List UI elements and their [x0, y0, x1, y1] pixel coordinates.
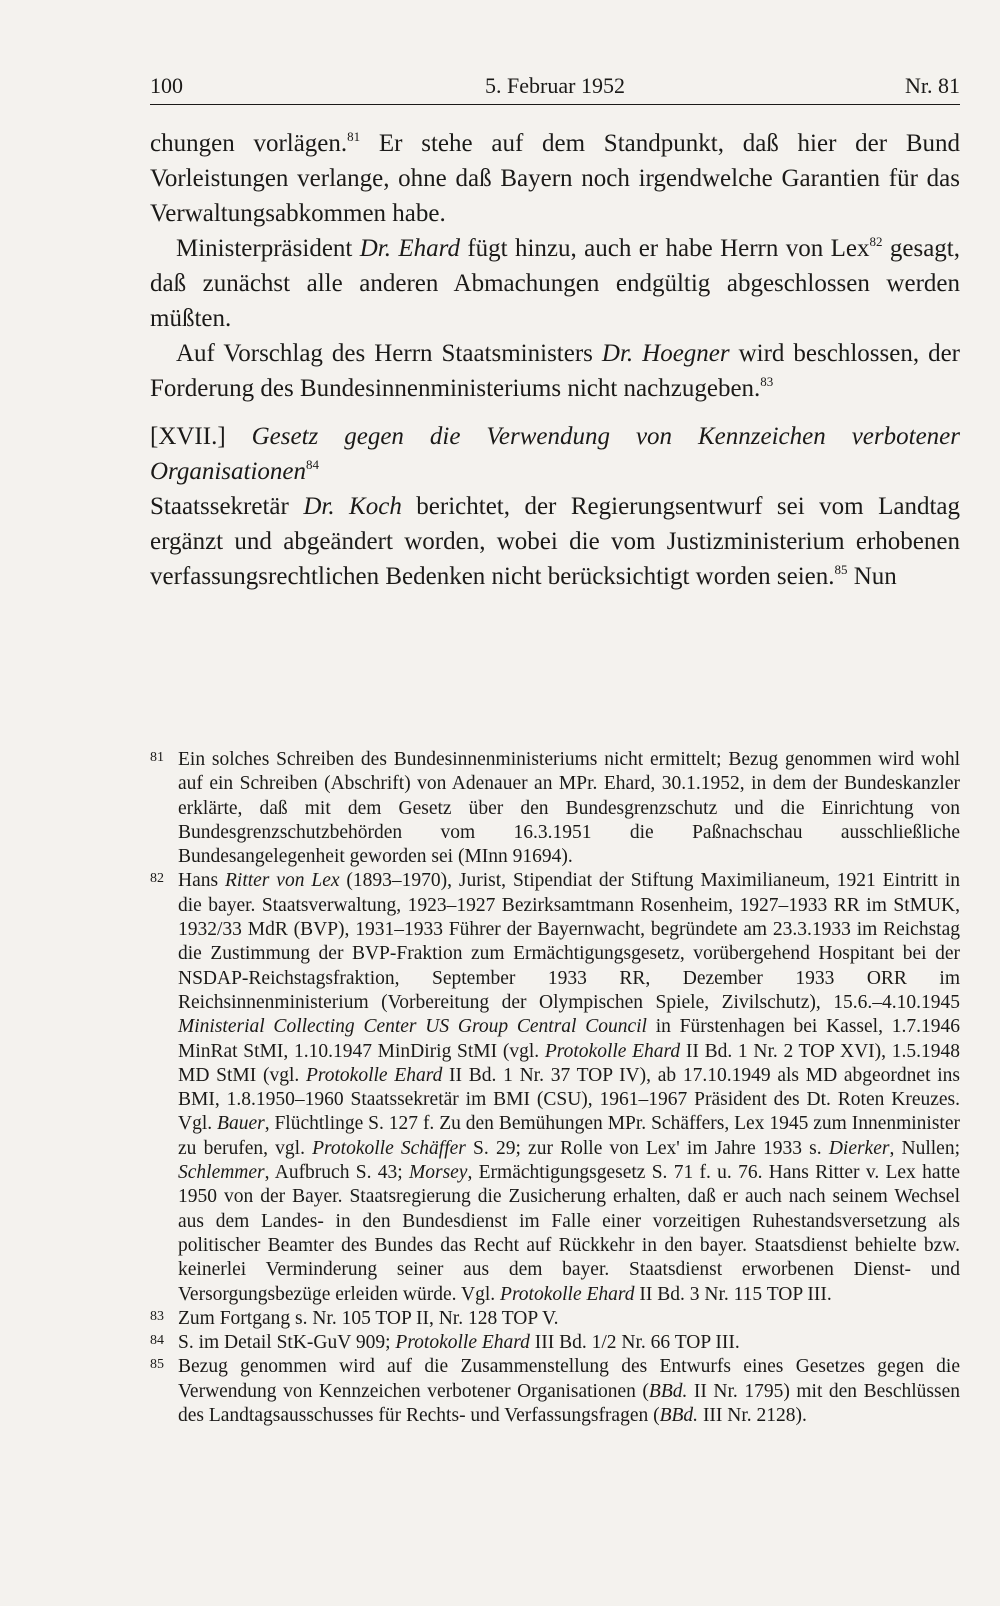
agenda-title: Gesetz gegen die Verwendung von Kennzeichen verbotener Organisationen [150, 423, 960, 485]
text-run: in Fürstenhagen bei Kassel, 1.7.1946 MinRat StMI, 1.10.1947 MinDirig StMI (vgl. [178, 1016, 960, 1062]
text-run: , Aufbruch S. 43; [264, 1162, 409, 1184]
paragraph [150, 126, 960, 231]
paragraph [150, 231, 960, 336]
footnote-text: Zum Fortgang s. Nr. 105 TOP II, Nr. 128 TOP V. [178, 1307, 559, 1329]
document-number: Nr. 81 [905, 73, 960, 98]
text-run: S. 29; zur Rolle von Lex' im Jahre 1933 s. [465, 1137, 829, 1159]
text-run: II Nr. 1795) mit den Beschlüssen des Landtagsausschusses für Rechts- und Verfassungsfragen ( [178, 1380, 960, 1427]
text-run: berichtet, der Regierungsentwurf sei vom Landtag ergänzt und abgeändert worden, wobei die vom Justizministerium erhobenen verfassungsrechtlichen Bedenken nicht berücksichtigt worden seien. [150, 493, 960, 590]
text-run: Bezug genommen wird auf die Zusammenstellung des Entwurfs eines Gesetzes gegen die Verwendung von Kennzeichen verbotener Organisationen ( [178, 1356, 960, 1402]
italic-run: Morsey [408, 1162, 468, 1184]
footnote-number: 85 [150, 1357, 164, 1373]
main-text [150, 126, 960, 594]
text-run: , Flüchtlinge S. 127 f. Zu den Bemühungen MPr. Schäffers, Lex 1945 zum Innenminister zu berufen, vgl. [178, 1113, 961, 1159]
footnote-ref-84: 84 [306, 457, 320, 472]
person-title: Dr. [601, 340, 634, 367]
footnote-number: 83 [150, 1308, 164, 1324]
text-run: S. im Detail StK-GuV 909; [178, 1332, 396, 1354]
text-run: II Bd. 1 Nr. 37 TOP IV), ab 17.10.1949 als MD abgeordnet ins BMI, 1.8.1950–1960 Staatssekretär im BMI (CSU), 1961–1967 Präsident des Dt. Roten Kreuzes. Vgl. [178, 1064, 960, 1135]
italic-run: BBd. [648, 1380, 688, 1402]
text-run: (1893–1970), Jurist, Stipendiat der Stiftung Maximilianeum, 1921 Eintritt in die bayer. Staatsverwaltung, 1923–1927 Bezirksamtmann Rosenheim, 1927–1933 RR im StMUK, 1932/33 MdR (BVP), 1931–1933 Führer der Bayernwacht, begründete am 23.3.1933 im Reichstag die Zustimmung der BVP-Fraktion zum Ermächtigungsgesetz, vorübergehend Hospitant bei der NSDAP-Reichstagsfraktion, September 1933 RR, Dezember 1933 ORR im Reichsinnenministerium (Vorbereitung der Olympischen Spiele, Zivilschutz), 15.6.–4.10.1945 [178, 870, 960, 1013]
footnote-84 [150, 1331, 960, 1355]
footnote-ref-81: 81 [347, 129, 361, 144]
footnote-82 [150, 869, 960, 1306]
text-run: , Ermächtigungsgesetz S. 71 f. u. 76. Hans Ritter v. Lex hatte 1950 von der Bayer. Staatsregierung die Zusicherung erhalten, daß er auch nach seinem Wechsel aus dem Landes- in den Bundesdienst im Falle einer vorzeitigen Ruhestandsversetzung als politischer Beamter des Bundes das Recht auf Rückkehr in den bayer. Staatsdienst behielte bzw. keinerlei Verminderung seiner aus dem bayer. Staatsdienst erworbenen Dienst- und Versorgungsbezüge erleiden würde. Vgl. [178, 1162, 960, 1305]
italic-run: Protokolle Schäffer [312, 1137, 466, 1159]
text-run: Ministerpräsident [176, 235, 360, 262]
footnote-number: 81 [150, 750, 164, 765]
text-run: II Bd. 3 Nr. 115 TOP III. [634, 1283, 832, 1305]
text-run: wird beschlossen, der Forderung des Bundesinnenministeriums nicht nachzugeben. [150, 340, 960, 402]
footnote-ref-82: 82 [869, 234, 883, 249]
italic-run: Dierker [828, 1137, 890, 1159]
footnote-number: 82 [150, 871, 164, 887]
italic-run: Schlemmer [178, 1162, 265, 1184]
text-run: Er stehe auf dem Standpunkt, daß hier der Bund Vorleistungen verlange, ohne daß Bayern noch irgendwelche Garantien für das Verwaltungsabkommen habe. [150, 130, 960, 227]
italic-run: Ritter von Lex [224, 870, 340, 892]
header-date: 5. Februar 1952 [485, 73, 625, 98]
text-run: , Nullen; [889, 1137, 961, 1159]
footnote-text: Ein solches Schreiben des Bundesinnenministeriums nicht ermittelt; Bezug genommen wird wohl auf ein Schreiben (Abschrift) von Adenauer an MPr. Ehard, 30.1.1952, in dem der Bundeskanzler erklärte, daß mit dem Gesetz über den Bundesgrenzschutz und die Einrichtung von Bundesgrenzschutzbehörden vom 16.3.1951 die Paßnachschau ausschließliche Bundesangelegenheit geworden sei (MInn 91694). [178, 749, 960, 868]
header-rule [150, 104, 960, 105]
text-run: Hans [178, 870, 225, 892]
person-name: Koch [349, 493, 402, 520]
footnote-83 [150, 1307, 960, 1331]
text-run: III Nr. 2128). [698, 1405, 807, 1427]
italic-run: Protokolle Ehard [544, 1040, 681, 1062]
person-title: Dr. [359, 235, 391, 262]
footnote-81 [150, 748, 960, 869]
agenda-item-heading [150, 419, 960, 489]
footnotes [150, 748, 960, 1428]
text-run: III Bd. 1/2 Nr. 66 TOP III. [529, 1332, 740, 1354]
italic-run: BBd. [659, 1405, 699, 1427]
running-header [150, 70, 960, 102]
page-number: 100 [150, 73, 183, 98]
person-title: Dr. [303, 493, 335, 520]
text-run: II Bd. 1 Nr. 2 TOP XVI), 1.5.1948 MD StMI (vgl. [178, 1040, 960, 1086]
text-run: chungen vorlägen. [150, 130, 348, 157]
paragraph [150, 489, 960, 594]
text-run: gesagt, daß zunächst alle anderen Abmachungen endgültig abgeschlossen werden müßten. [150, 235, 960, 332]
footnote-ref-83: 83 [760, 374, 774, 389]
footnote-ref-85: 85 [834, 562, 848, 577]
text-run: Nun [847, 563, 897, 590]
person-name: Hoegner [642, 340, 730, 367]
italic-run: Protokolle Ehard [500, 1283, 635, 1305]
text-run: Staatssekretär [150, 493, 304, 520]
text-run: Auf Vorschlag des Herrn Staatsministers [176, 340, 602, 367]
footnote-number: 84 [150, 1333, 164, 1349]
italic-run: Protokolle Ehard [305, 1064, 443, 1086]
paragraph [150, 336, 960, 406]
text-run: fügt hinzu, auch er habe Herrn von Lex [459, 235, 870, 262]
italic-run: Protokolle Ehard [395, 1332, 530, 1354]
footnote-85 [150, 1355, 960, 1428]
italic-run: Bauer [217, 1113, 265, 1135]
agenda-numeral: [XVII.] [150, 423, 226, 450]
italic-run: Ministerial Collecting Center US Group Central Council [178, 1016, 647, 1038]
person-name: Ehard [398, 235, 460, 262]
